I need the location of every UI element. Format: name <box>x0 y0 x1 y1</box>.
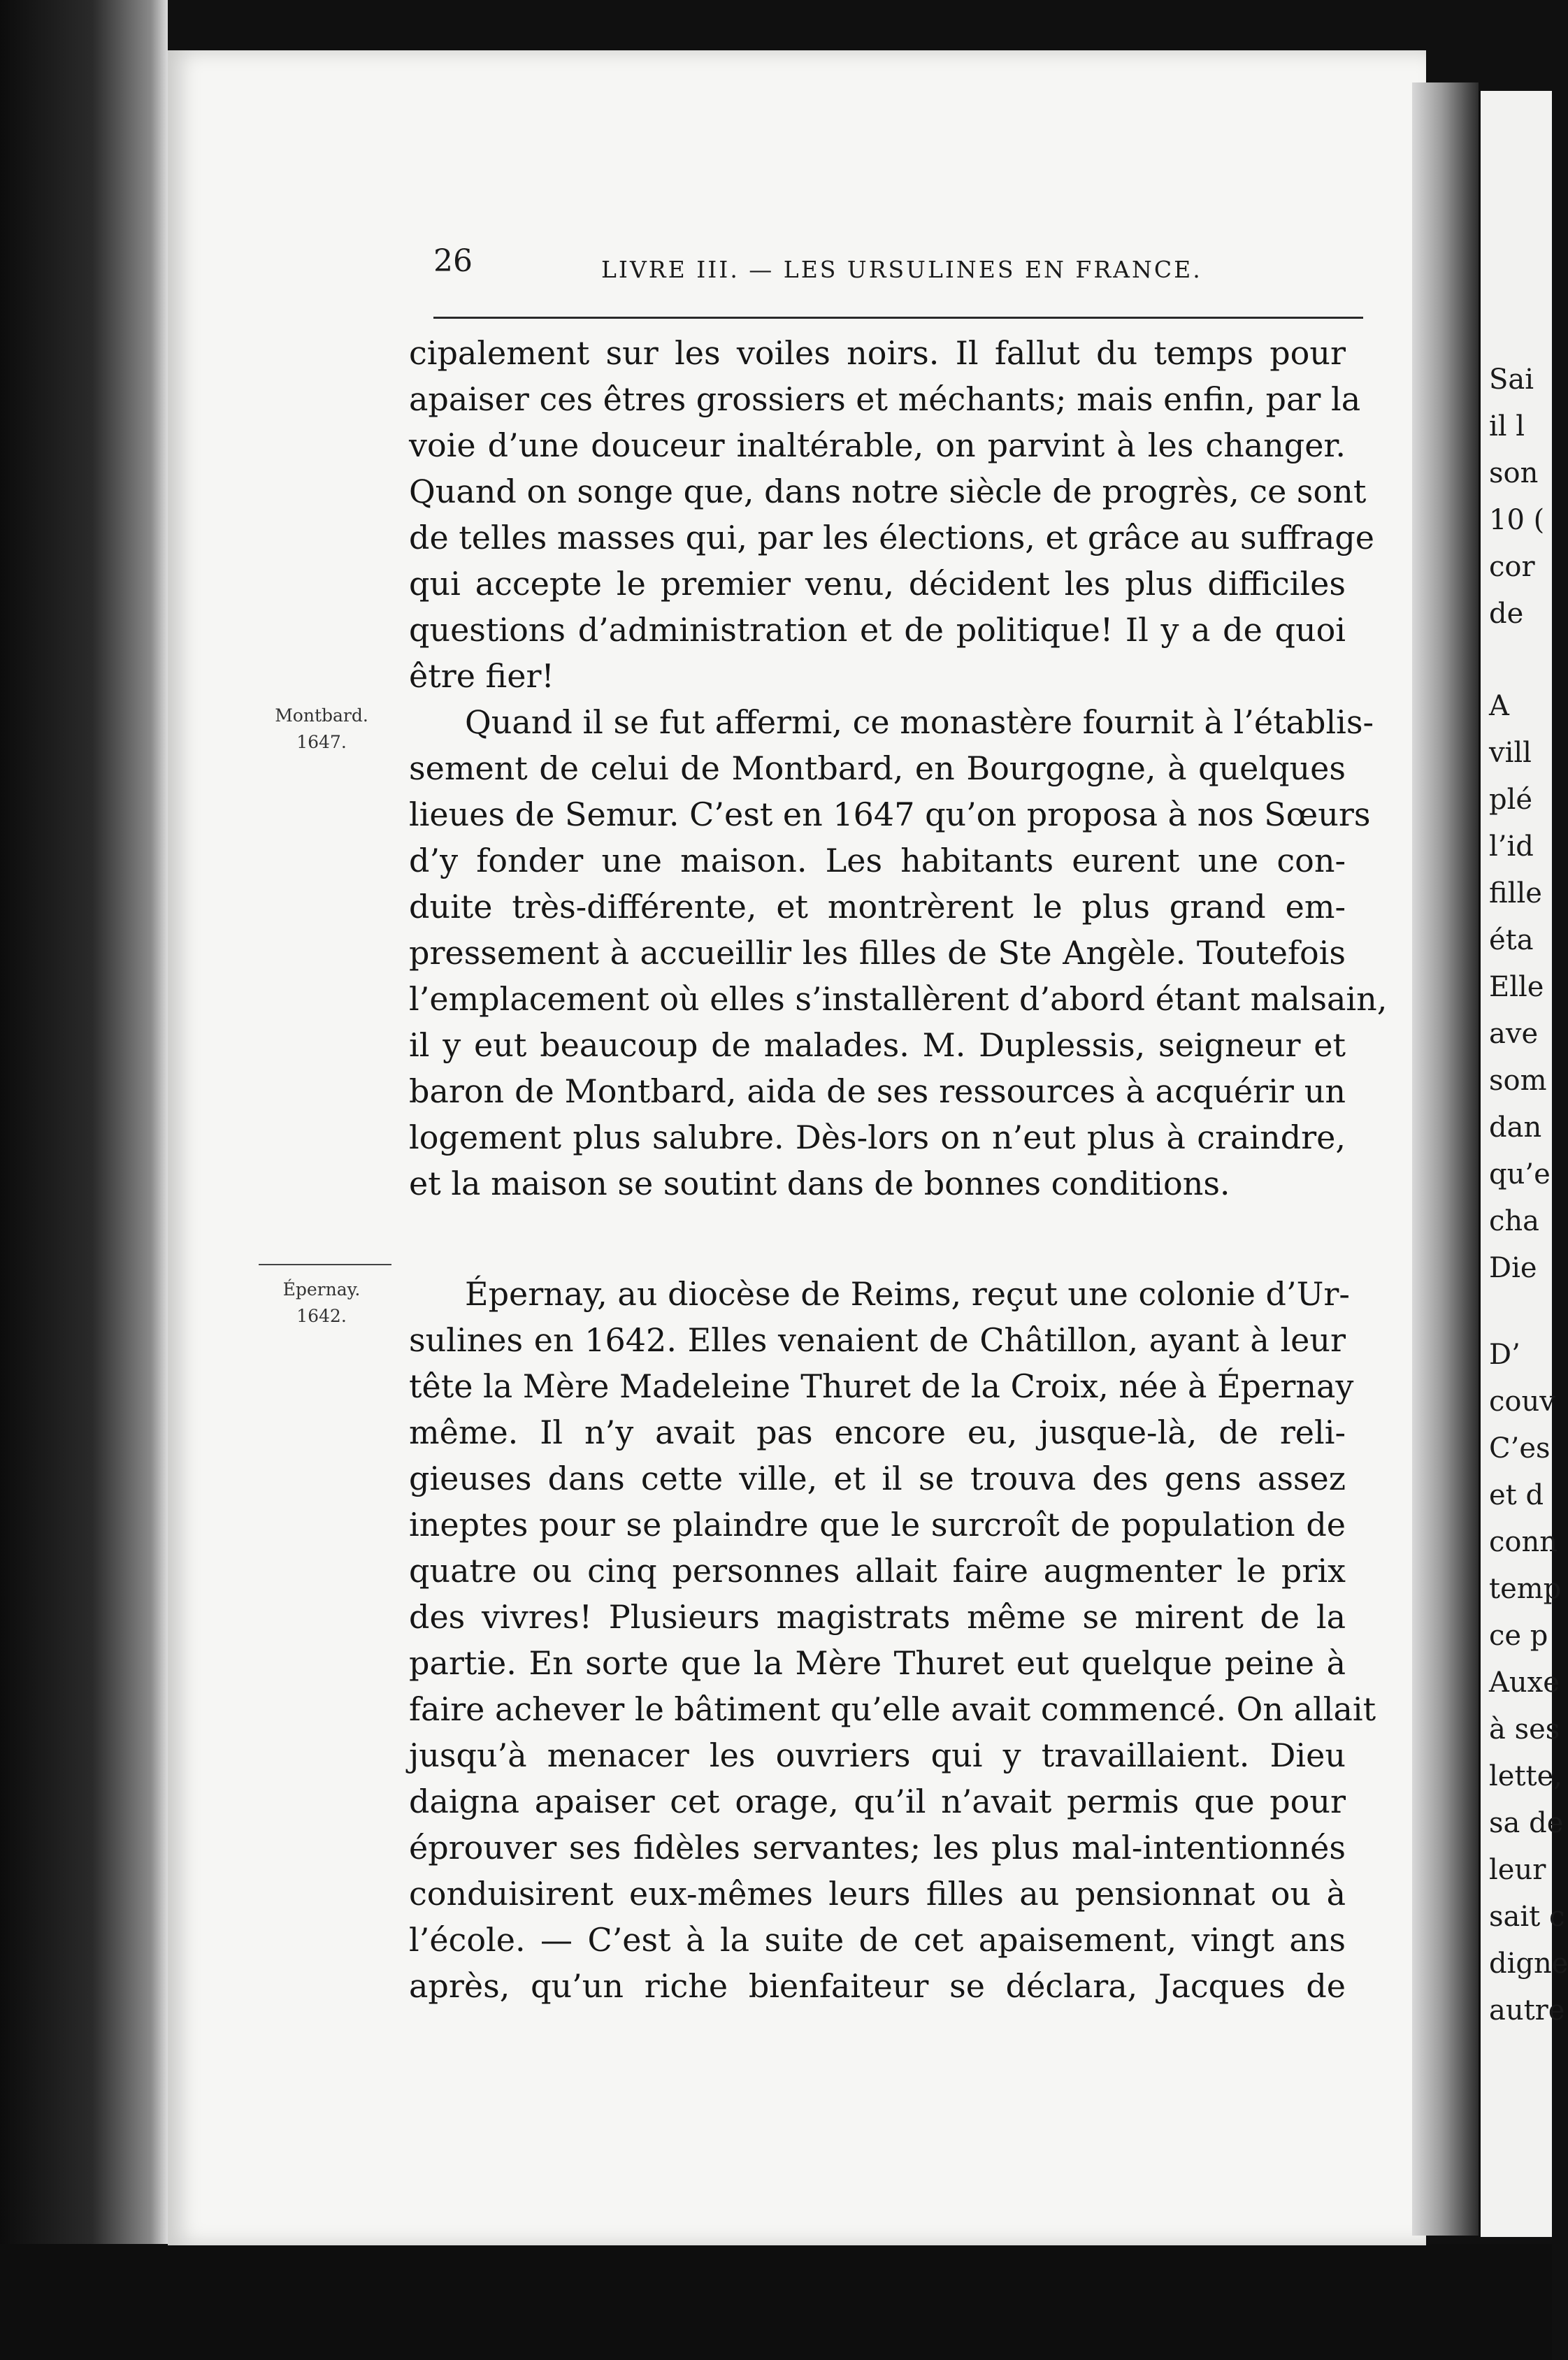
text-line: cipalement sur les voiles noirs. Il fallut du temps pour <box>409 334 1346 372</box>
facing-page-text: conn <box>1489 1526 1558 1558</box>
margin-note-montbard <box>262 703 381 756</box>
text-line: questions d’administration et de politique! Il y a de quoi <box>409 611 1346 649</box>
margin-note-year: 1642. <box>296 1306 347 1326</box>
text-line: gieuses dans cette ville, et il se trouva des gens assez <box>409 1460 1346 1497</box>
facing-page-text: cha <box>1489 1205 1540 1237</box>
margin-divider <box>259 1264 391 1265</box>
text-line: tête la Mère Madeleine Thuret de la Croix, née à Épernay <box>409 1367 1354 1405</box>
text-line: sulines en 1642. Elles venaient de Châtillon, ayant à leur <box>409 1321 1346 1359</box>
facing-page-text: Elle <box>1489 971 1544 1003</box>
facing-page-text: C’es <box>1489 1432 1551 1465</box>
facing-page-text: autre <box>1489 1994 1565 2027</box>
text-line: logement plus salubre. Dès-lors on n’eut plus à craindre, <box>409 1118 1346 1156</box>
text-line: même. Il n’y avait pas encore eu, jusque-là, de reli- <box>409 1413 1346 1451</box>
facing-page-text: ce p <box>1489 1620 1548 1652</box>
text-line: Épernay, au diocèse de Reims, reçut une colonie d’Ur- <box>465 1275 1350 1313</box>
text-line: voie d’une douceur inaltérable, on parvint à les changer. <box>409 426 1346 464</box>
facing-page-text: dan <box>1489 1111 1542 1144</box>
facing-page-text: à ses <box>1489 1713 1560 1746</box>
text-line: pressement à accueillir les filles de Ste Angèle. Toutefois <box>409 934 1346 972</box>
margin-note-place: Épernay. <box>282 1279 361 1300</box>
text-line: l’emplacement où elles s’installèrent d’abord étant malsain, <box>409 980 1388 1018</box>
text-line: de telles masses qui, par les élections, et grâce au suffrage <box>409 519 1375 556</box>
text-line: d’y fonder une maison. Les habitants eurent une con- <box>409 842 1346 879</box>
facing-page-text: et d <box>1489 1479 1544 1511</box>
facing-page-text: éta <box>1489 924 1534 956</box>
facing-page-text: digne <box>1489 1948 1568 1980</box>
text-line: apaiser ces êtres grossiers et méchants; mais enfin, par la <box>409 380 1361 418</box>
text-line: faire achever le bâtiment qu’elle avait commencé. On allait <box>409 1690 1376 1728</box>
text-line: il y eut beaucoup de malades. M. Duplessis, seigneur et <box>409 1026 1346 1064</box>
text-line: daigna apaiser cet orage, qu’il n’avait permis que pour <box>409 1783 1346 1820</box>
margin-note-year: 1647. <box>296 732 347 752</box>
text-line: sement de celui de Montbard, en Bourgogne, à quelques <box>409 749 1346 787</box>
book-spine-shadow <box>0 0 168 2360</box>
text-line: éprouver ses fidèles servantes; les plus mal-intentionnés <box>409 1829 1346 1866</box>
text-line: lieues de Semur. C’est en 1647 qu’on proposa à nos Sœurs <box>409 796 1371 833</box>
text-line: et la maison se soutint dans de bonnes conditions. <box>409 1165 1230 1202</box>
facing-page-fragment <box>1481 91 1568 2237</box>
facing-page-text: D’ <box>1489 1339 1520 1371</box>
scan-background <box>0 2244 1552 2360</box>
facing-page-text: cor <box>1489 551 1535 583</box>
facing-page-text: 10 ( <box>1489 504 1545 536</box>
facing-page-text: Auxe <box>1489 1667 1560 1699</box>
margin-note-place: Montbard. <box>275 705 368 726</box>
facing-page-text: sa de <box>1489 1807 1564 1839</box>
text-line: conduisirent eux-mêmes leurs filles au pensionnat ou à <box>409 1875 1346 1913</box>
facing-page-text: lette, <box>1489 1760 1562 1792</box>
text-line: duite très-différente, et montrèrent le plus grand em- <box>409 888 1346 926</box>
header-rule <box>433 317 1363 319</box>
running-header <box>433 243 1363 285</box>
facing-page-text: qu’e <box>1489 1158 1551 1190</box>
facing-page-text: il l <box>1489 410 1525 442</box>
text-line: être fier! <box>409 657 554 695</box>
page-number: 26 <box>433 243 473 279</box>
text-line: des vivres! Plusieurs magistrats même se mirent de la <box>409 1598 1346 1636</box>
facing-page-text: fille <box>1489 877 1542 909</box>
facing-page-text: som <box>1489 1065 1547 1097</box>
facing-page-text: ave <box>1489 1018 1539 1050</box>
page-gutter <box>1412 82 1479 2236</box>
text-line: ineptes pour se plaindre que le surcroît de population de <box>409 1506 1346 1544</box>
text-line: après, qu’un riche bienfaiteur se déclara, Jacques de <box>409 1967 1346 2005</box>
facing-page-text: son <box>1489 457 1539 489</box>
facing-page-text: A <box>1489 690 1509 722</box>
margin-note-epernay <box>262 1276 381 1330</box>
text-line: quatre ou cinq personnes allait faire augmenter le prix <box>409 1552 1346 1590</box>
facing-page-text: l’id <box>1489 830 1534 863</box>
facing-page-text: plé <box>1489 784 1533 816</box>
facing-page-text: Die <box>1489 1252 1537 1284</box>
facing-page-text: temp <box>1489 1573 1562 1605</box>
text-line: baron de Montbard, aida de ses ressources à acquérir un <box>409 1072 1346 1110</box>
text-line: Quand il se fut affermi, ce monastère fournit à l’établis- <box>465 703 1374 741</box>
facing-page-text: leur <box>1489 1854 1546 1886</box>
facing-page-text: vill <box>1489 737 1532 769</box>
text-line: Quand on songe que, dans notre siècle de progrès, ce sont <box>409 473 1367 510</box>
facing-page-text: de <box>1489 598 1524 630</box>
text-line: partie. En sorte que la Mère Thuret eut quelque peine à <box>409 1644 1346 1682</box>
text-line: jusqu’à menacer les ouvriers qui y travaillaient. Dieu <box>409 1736 1346 1774</box>
facing-page-text: Sai <box>1489 364 1534 396</box>
facing-page-text: sait c <box>1489 1901 1565 1933</box>
running-title: LIVRE III. — LES URSULINES EN FRANCE. <box>601 256 1202 283</box>
text-line: l’école. — C’est à la suite de cet apaisement, vingt ans <box>409 1921 1346 1959</box>
text-line: qui accepte le premier venu, décident les plus difficiles <box>409 565 1346 603</box>
facing-page-text: couv <box>1489 1386 1555 1418</box>
